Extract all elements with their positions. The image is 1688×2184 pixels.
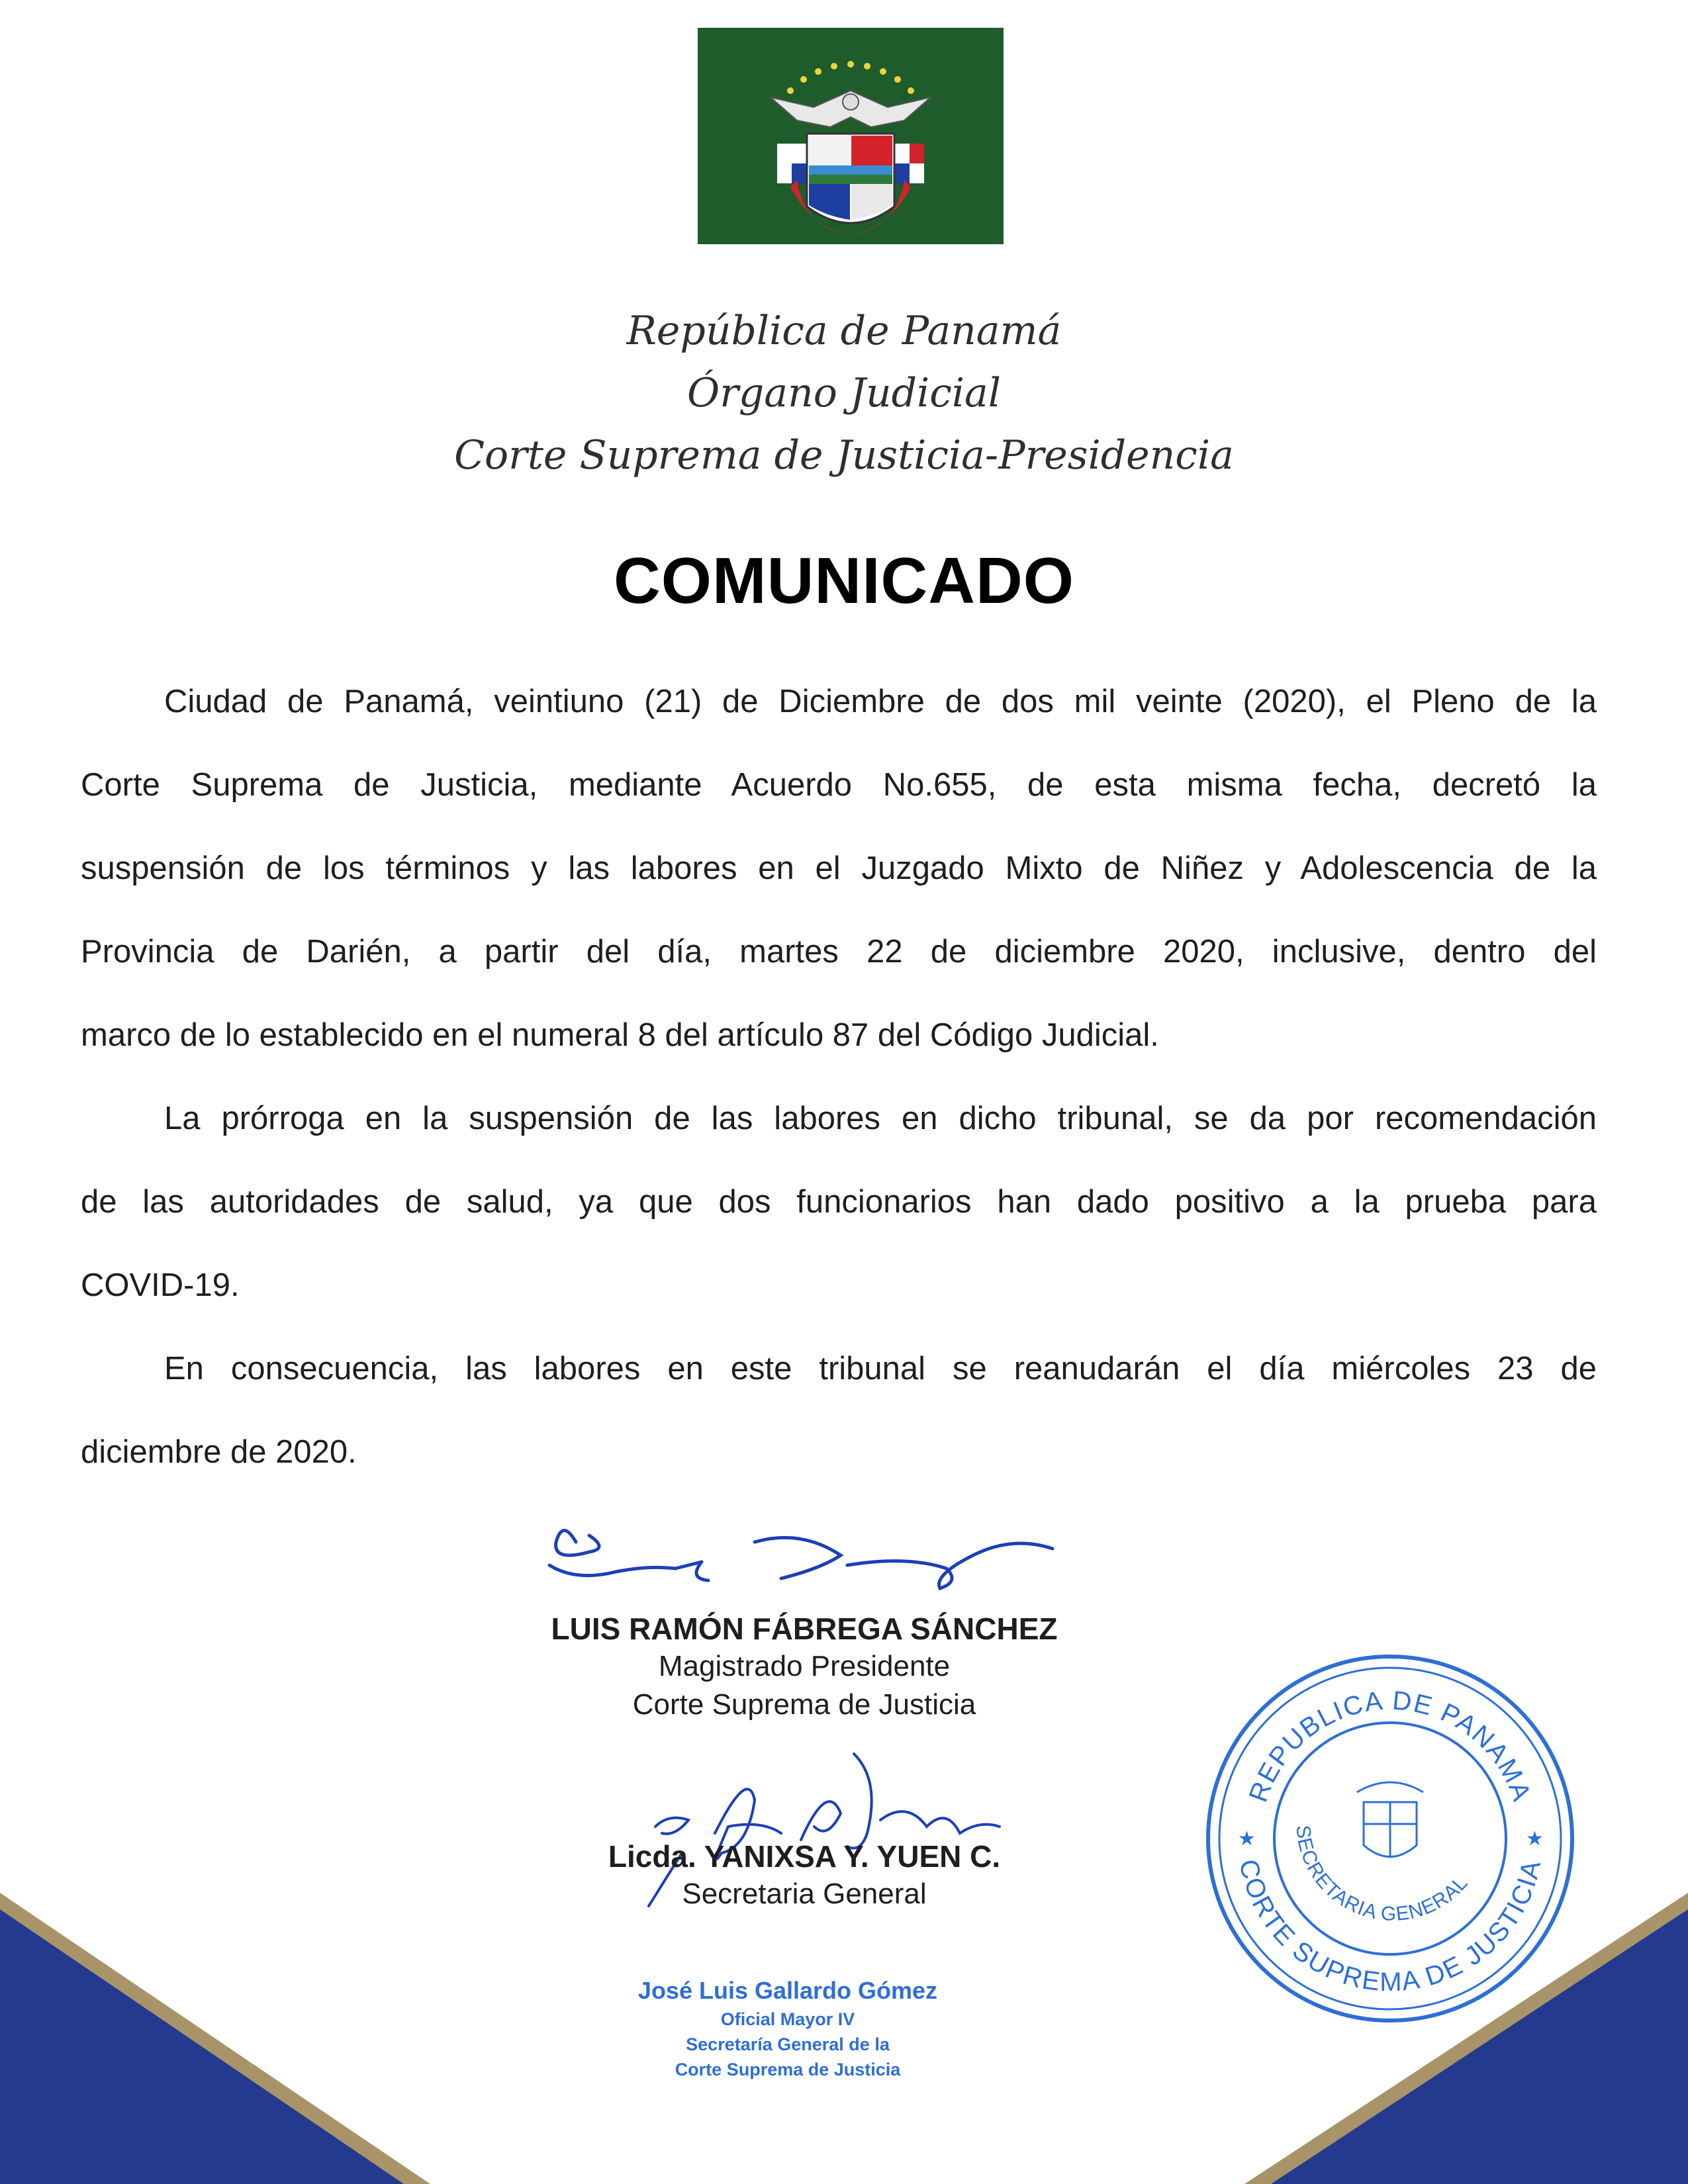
body-line: de las autoridades de salud, ya que dos funcionarios han dado positivo a la prueba para bbox=[81, 1184, 1597, 1220]
seal-top-text: REPUBLICA DE PANAMA bbox=[1243, 1686, 1537, 1806]
signatory-name: LUIS RAMÓN FÁBREGA SÁNCHEZ bbox=[551, 1612, 1058, 1646]
body-line: suspensión de los términos y las labores en el Juzgado Mixto de Niñez y Adolescencia de la bbox=[81, 850, 1597, 886]
seal-middle-text: SECRETARIA GENERAL bbox=[1291, 1824, 1473, 1925]
corner-decoration-left bbox=[0, 1880, 430, 2184]
secretary-name: Licda. YANIXSA Y. YUEN C. bbox=[608, 1839, 1001, 1874]
body-line: En consecuencia, las labores en este tribunal se reanudarán el día miércoles 23 de bbox=[164, 1351, 1597, 1387]
body-line: marco de lo establecido en el numeral 8 del artículo 87 del Código Judicial. bbox=[81, 1017, 1159, 1053]
coat-of-arms-emblem bbox=[698, 28, 1004, 244]
stamp-name: José Luis Gallardo Gómez bbox=[637, 1977, 938, 2004]
body-line: La prórroga en la suspensión de las labores en dicho tribunal, se da por recomendación bbox=[164, 1101, 1597, 1136]
stamp-office: Secretaría General de la bbox=[686, 2034, 890, 2054]
secretary-role: Secretaria General bbox=[682, 1878, 927, 1910]
body-line: diciembre de 2020. bbox=[81, 1434, 357, 1470]
body-line: COVID-19. bbox=[81, 1267, 240, 1303]
corner-decoration-right bbox=[1244, 1880, 1688, 2184]
stamp-title: Oficial Mayor IV bbox=[720, 2009, 855, 2029]
header-republic: República de Panamá bbox=[626, 308, 1062, 354]
document-title: COMUNICADO bbox=[614, 544, 1074, 617]
star-icon: ★ bbox=[1526, 1827, 1544, 1850]
header-organ: Órgano Judicial bbox=[687, 370, 1001, 416]
star-icon: ★ bbox=[1238, 1827, 1256, 1850]
signature-scribble bbox=[536, 1516, 1092, 1602]
seal-bottom-text: CORTE SUPREMA DE JUSTICIA bbox=[1233, 1856, 1547, 1997]
signatory-organization: Corte Suprema de Justicia bbox=[632, 1688, 976, 1721]
stamp-court: Corte Suprema de Justicia bbox=[675, 2060, 901, 2079]
body-line: Provincia de Darién, a partir del día, martes 22 de diciembre 2020, inclusive, dentro del bbox=[81, 934, 1597, 970]
body-line: Ciudad de Panamá, veintiuno (21) de Diciembre de dos mil veinte (2020), el Pleno de la bbox=[164, 684, 1597, 719]
svg-text:REPUBLICA DE PANAMA bbox=[1244, 1686, 1537, 1806]
header-court: Corte Suprema de Justicia-Presidencia bbox=[454, 432, 1234, 478]
body-line: Corte Suprema de Justicia, mediante Acuerdo No.655, de esta misma fecha, decretó la bbox=[81, 767, 1597, 803]
signatory-role: Magistrado Presidente bbox=[658, 1650, 951, 1682]
seal-emblem-icon bbox=[1357, 1782, 1423, 1857]
coat-of-arms-icon bbox=[698, 28, 1004, 244]
